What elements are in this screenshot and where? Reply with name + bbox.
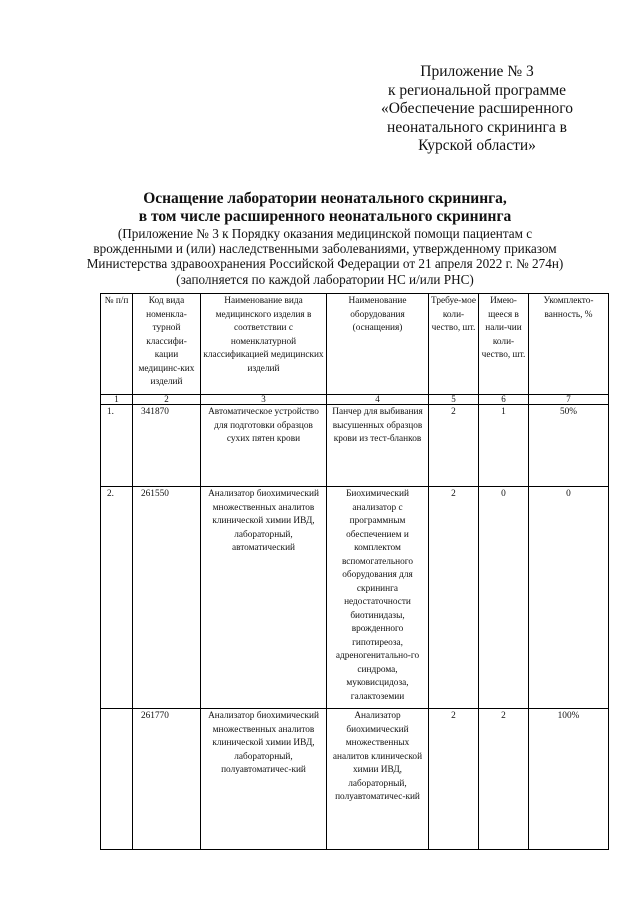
header-cell: Имею-щееся в нали-чии коли-чество, шт. (479, 294, 529, 395)
row-code: 261770 (133, 709, 201, 850)
row-code: 261550 (133, 487, 201, 709)
header-cell: № п/п (101, 294, 133, 395)
header-cell: Укомплекто-ванность, % (529, 294, 609, 395)
header-cell: Наименование оборудования (оснащения) (327, 294, 429, 395)
appendix-line: «Обеспечение расширенного (380, 100, 573, 117)
row-available: 0 (479, 487, 529, 709)
row-type-name: Анализатор биохимический множественных аналитов клинической химии ИВД, лабораторный, автоматический (201, 487, 327, 709)
header-cell: Код вида номенкла-турной классифи-кации медицинс-ких изделий (133, 294, 201, 395)
column-number: 1 (101, 395, 133, 405)
row-code: 341870 (133, 405, 201, 487)
row-completeness: 0 (529, 487, 609, 709)
row-required: 2 (429, 709, 479, 850)
row-type-name: Автоматическое устройство для подготовки образцов сухих пятен крови (201, 405, 327, 487)
row-number (101, 709, 133, 850)
row-available: 1 (479, 405, 529, 487)
column-number: 7 (529, 395, 609, 405)
appendix-line: Курской области» (418, 137, 536, 154)
equipment-table (100, 293, 609, 850)
heading-subtitle-line: (заполняется по каждой лаборатории НС и/или РНС) (176, 271, 474, 287)
row-equipment: Панчер для выбивания высушенных образцов крови из тест-бланков (327, 405, 429, 487)
appendix-line: к региональной программе (387, 81, 567, 99)
heading-title-line: Оснащение лаборатории неонатального скрининга, (143, 190, 507, 207)
row-required: 2 (429, 405, 479, 487)
row-required: 2 (429, 487, 479, 709)
column-number: 6 (479, 395, 529, 405)
header-cell: Требуе-мое коли-чество, шт. (429, 294, 479, 395)
column-number: 5 (429, 395, 479, 405)
appendix-line: неонатального скрининга в (387, 118, 567, 136)
heading-subtitle-line: Министерства здравоохранения Российской Федерации от 21 апреля 2022 г. № 274н) (86, 256, 564, 272)
row-number: 1. (101, 405, 133, 487)
column-number: 3 (201, 395, 327, 405)
appendix-block (352, 63, 602, 156)
row-type-name: Анализатор биохимический множественных аналитов клинической химии ИВД, лабораторный, полуавтоматичес-кий (201, 709, 327, 850)
heading-subtitle-line: (Приложение № 3 к Порядку оказания медицинской помощи пациентам с (117, 226, 533, 241)
heading-subtitle-line: врожденными и (или) наследственными заболеваниями, утвержденному приказом (93, 241, 557, 257)
table-row (101, 487, 609, 709)
column-number: 4 (327, 395, 429, 405)
table-header-row (101, 294, 609, 395)
table-row (101, 405, 609, 487)
document-heading (60, 190, 590, 287)
column-number-row (101, 395, 609, 405)
row-available: 2 (479, 709, 529, 850)
table-row (101, 709, 609, 850)
heading-title-line: в том числе расширенного неонатального скрининга (138, 208, 512, 225)
appendix-line: Приложение № 3 (420, 63, 534, 80)
row-equipment: Биохимический анализатор с программным обеспечением и комплектом вспомогательного оборудования для скрининга недостаточности биотинидазы, врожденного гипотиреоза, адреногенитально-го синдрома, муковисцидоза, галактоземии (327, 487, 429, 709)
row-equipment: Анализатор биохимический множественных аналитов клинической химии ИВД, лабораторный, полуавтоматичес-кий (327, 709, 429, 850)
row-completeness: 100% (529, 709, 609, 850)
row-number: 2. (101, 487, 133, 709)
header-cell: Наименование вида медицинского изделия в соответствии с номенклатурной классификацией медицинских изделий (201, 294, 327, 395)
row-completeness: 50% (529, 405, 609, 487)
column-number: 2 (133, 395, 201, 405)
